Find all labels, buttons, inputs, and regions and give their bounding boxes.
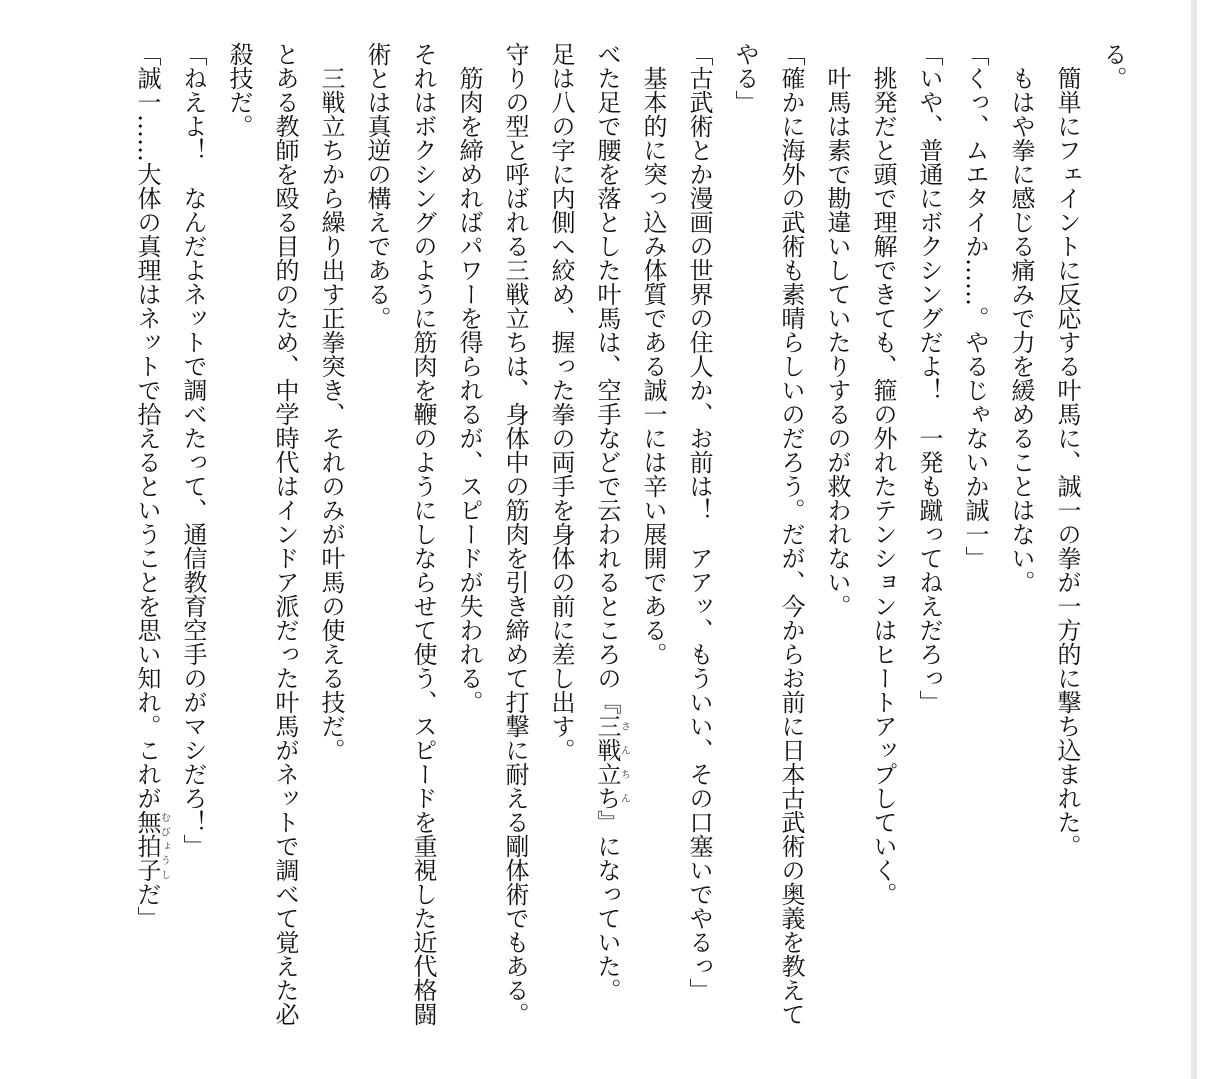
dialogue-4: 「いや、普通にボクシングだよ！ 一発も蹴ってねえだろっ」 [915, 42, 943, 714]
paragraph-16: とある教師を殴る目的のため、中学時代はインドア派だった叶馬がネットで調べて覚えた必殺技だ。 [225, 42, 299, 1026]
paragraph-15: 三戦立ちから繰り出す正拳突き、それのみが叶馬の使える技だ。 [317, 66, 345, 762]
paragraph-6: 叶馬は素で勘違いしていたりするのが救われない。 [823, 66, 851, 618]
paragraph-9: 基本的に突っ込み体質である誠一には辛い展開である。 [639, 66, 667, 666]
ruby-sanchin [593, 714, 630, 810]
dialogue-18 [124, 42, 170, 1042]
paragraph-2: もはや拳に感じる痛みで力を緩めることはない。 [1007, 66, 1035, 594]
page-margin-bar [1191, 0, 1197, 1079]
dialogue-8: 「古武術とか漫画の世界の住人か、お前は！ アアッ、もういい、その口塞いでやるっ」 [685, 42, 713, 1002]
vertical-text-body [124, 42, 1136, 1042]
paragraph-12: 守りの型と呼ばれる三戦立ちは、身体中の筋肉を引き締めて打撃に耐える剛体術でもある。 [501, 42, 529, 1026]
dialogue-18-before: 「誠一……大体の真理はネットで拾えるということを思い知れ。これが [133, 42, 161, 810]
paragraph-10-before: べた足で腰を落とした叶馬は、空手などで云われるところの『 [593, 42, 621, 714]
ruby-sanchin-base: 三戦立ち [593, 714, 621, 810]
ruby-sanchin-reading: さんちん [618, 714, 630, 810]
paragraph-10 [584, 42, 630, 1042]
paragraph-11: 足は八の字に内側へ絞め、握った拳の両手を身体の前に差し出す。 [547, 42, 575, 762]
ruby-mubyoushi [133, 810, 170, 882]
paragraph-14: それはボクシングのように筋肉を鞭のようにしならせて使う、スピードを重視した近代格闘術とは真逆の構えである。 [363, 42, 437, 1026]
paragraph-1: 簡単にフェイントに反応する叶馬に、誠一の拳が一方的に撃ち込まれた。 [1053, 66, 1081, 858]
paragraph-0: る。 [1099, 42, 1127, 90]
paragraph-5: 挑発だと頭で理解できても、箍の外れたテンションはヒートアップしていく。 [869, 66, 897, 906]
ruby-mubyoushi-base: 無拍子 [133, 810, 161, 882]
dialogue-7: 「確かに海外の武術も素晴らしいのだろう。だが、今からお前に日本古武術の奥義を教えてやる」 [731, 42, 805, 1026]
ruby-mubyoushi-reading: むびょうし [158, 810, 170, 882]
dialogue-3: 「くっ、ムエタイか……。やるじゃないか誠一」 [961, 42, 989, 570]
dialogue-18-after: だ」 [133, 882, 161, 930]
paragraph-13: 筋肉を締めればパワーを得られるが、スピードが失われる。 [455, 66, 483, 714]
dialogue-17: 「ねえよ！ なんだよネットで調べたって、通信教育空手のがマシだろ！」 [179, 42, 207, 858]
paragraph-10-after: 』になっていた。 [593, 810, 621, 1002]
